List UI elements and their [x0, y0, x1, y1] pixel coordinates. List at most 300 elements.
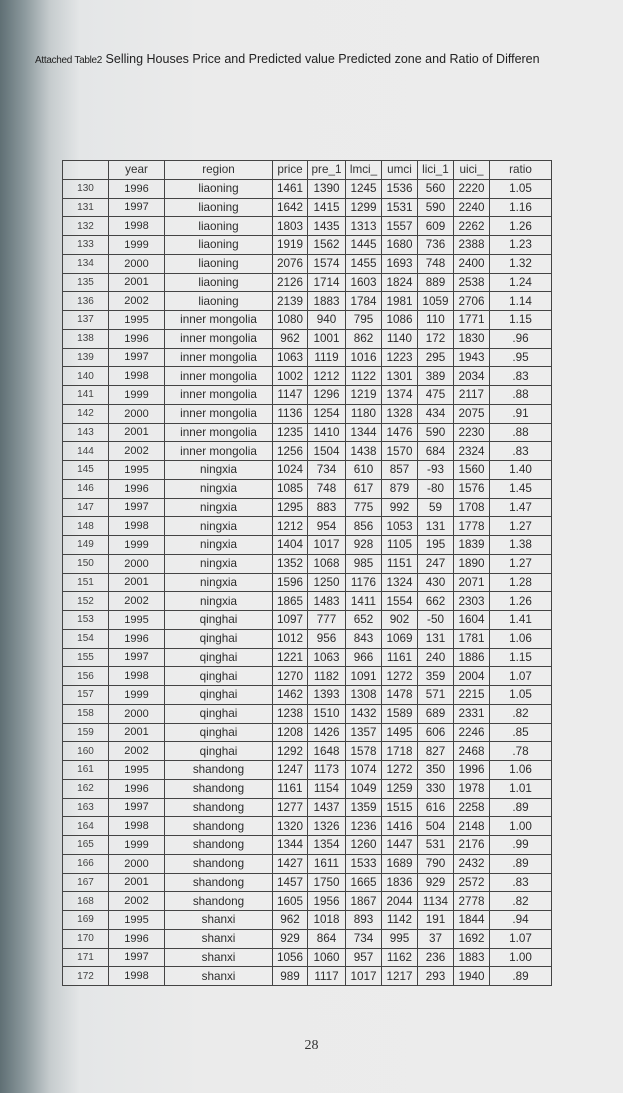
lici-1-cell: 172	[418, 329, 454, 348]
year-cell: 1999	[109, 686, 165, 705]
umci-cell: 1557	[382, 217, 418, 236]
lmci-cell: 1219	[346, 386, 382, 405]
row-index: 141	[63, 386, 109, 405]
table-row	[63, 854, 552, 873]
lici-1-cell: 389	[418, 367, 454, 386]
pre-1-cell: 1182	[308, 667, 346, 686]
lici-1-cell: 110	[418, 311, 454, 330]
uici-cell: 1692	[454, 929, 490, 948]
uici-cell: 2778	[454, 892, 490, 911]
price-cell: 929	[273, 929, 308, 948]
price-cell: 989	[273, 967, 308, 986]
table-row	[63, 742, 552, 761]
lmci-cell: 652	[346, 611, 382, 630]
year-cell: 2002	[109, 592, 165, 611]
table-row	[63, 948, 552, 967]
lici-1-cell: 684	[418, 442, 454, 461]
price-cell: 1605	[273, 892, 308, 911]
pre-1-cell: 1296	[308, 386, 346, 405]
lici-1-cell: -80	[418, 479, 454, 498]
pre-1-cell: 1883	[308, 292, 346, 311]
price-cell: 962	[273, 911, 308, 930]
price-cell: 1147	[273, 386, 308, 405]
lmci-cell: 1074	[346, 761, 382, 780]
year-cell: 1997	[109, 348, 165, 367]
year-cell: 1998	[109, 367, 165, 386]
row-index: 136	[63, 292, 109, 311]
lmci-cell: 734	[346, 929, 382, 948]
lici-1-cell: 295	[418, 348, 454, 367]
uici-cell: 2538	[454, 273, 490, 292]
table-row	[63, 592, 552, 611]
row-index: 146	[63, 479, 109, 498]
umci-cell: 2044	[382, 892, 418, 911]
lici-1-cell: 609	[418, 217, 454, 236]
pre-1-cell: 940	[308, 311, 346, 330]
umci-cell: 1536	[382, 179, 418, 198]
uici-cell: 2176	[454, 836, 490, 855]
region-cell: shandong	[165, 817, 273, 836]
lici-1-cell: 560	[418, 179, 454, 198]
pre-1-cell: 883	[308, 498, 346, 517]
lici-1-cell: -50	[418, 611, 454, 630]
row-index: 135	[63, 273, 109, 292]
row-index: 138	[63, 329, 109, 348]
price-cell: 1352	[273, 554, 308, 573]
year-cell: 1995	[109, 611, 165, 630]
pre-1-cell: 1068	[308, 554, 346, 573]
ratio-cell: 1.06	[490, 761, 552, 780]
pre-1-cell: 777	[308, 611, 346, 630]
ratio-cell: .78	[490, 742, 552, 761]
umci-cell: 1981	[382, 292, 418, 311]
lmci-cell: 1344	[346, 423, 382, 442]
uici-cell: 1883	[454, 948, 490, 967]
uici-cell: 1943	[454, 348, 490, 367]
pre-1-cell: 1060	[308, 948, 346, 967]
region-cell: ningxia	[165, 479, 273, 498]
ratio-cell: .83	[490, 442, 552, 461]
lici-1-cell: 195	[418, 536, 454, 555]
pre-1-cell: 1410	[308, 423, 346, 442]
row-index: 132	[63, 217, 109, 236]
year-cell: 1996	[109, 479, 165, 498]
pre-1-cell: 1435	[308, 217, 346, 236]
region-cell: shandong	[165, 798, 273, 817]
row-index: 153	[63, 611, 109, 630]
lici-1-cell: 571	[418, 686, 454, 705]
uici-cell: 1940	[454, 967, 490, 986]
year-cell: 1995	[109, 761, 165, 780]
ratio-cell: .91	[490, 404, 552, 423]
price-cell: 1404	[273, 536, 308, 555]
pre-1-cell: 1173	[308, 761, 346, 780]
ratio-cell: 1.27	[490, 517, 552, 536]
lmci-cell: 1603	[346, 273, 382, 292]
ratio-cell: .89	[490, 854, 552, 873]
lici-1-cell: 350	[418, 761, 454, 780]
table-row	[63, 517, 552, 536]
lici-1-cell: 293	[418, 967, 454, 986]
pre-1-cell: 1326	[308, 817, 346, 836]
pre-1-cell: 1250	[308, 573, 346, 592]
umci-cell: 1495	[382, 723, 418, 742]
pre-1-cell: 1714	[308, 273, 346, 292]
region-cell: qinghai	[165, 648, 273, 667]
year-cell: 1997	[109, 648, 165, 667]
year-cell: 1996	[109, 629, 165, 648]
pre-1-cell: 864	[308, 929, 346, 948]
umci-cell: 1151	[382, 554, 418, 573]
region-cell: inner mongolia	[165, 386, 273, 405]
row-index: 170	[63, 929, 109, 948]
lici-1-cell: 590	[418, 198, 454, 217]
price-cell: 1256	[273, 442, 308, 461]
ratio-cell: 1.26	[490, 217, 552, 236]
ratio-cell: .88	[490, 386, 552, 405]
table-row	[63, 292, 552, 311]
lici-1-cell: 736	[418, 236, 454, 255]
lici-1-cell: 748	[418, 254, 454, 273]
ratio-cell: .82	[490, 704, 552, 723]
year-cell: 1998	[109, 817, 165, 836]
table-row	[63, 929, 552, 948]
column-header: lmci_	[346, 161, 382, 180]
lmci-cell: 610	[346, 461, 382, 480]
ratio-cell: .99	[490, 836, 552, 855]
year-cell: 1998	[109, 517, 165, 536]
table-row	[63, 329, 552, 348]
column-header: year	[109, 161, 165, 180]
price-cell: 1056	[273, 948, 308, 967]
uici-cell: 2220	[454, 179, 490, 198]
column-header: region	[165, 161, 273, 180]
row-index: 150	[63, 554, 109, 573]
pre-1-cell: 1648	[308, 742, 346, 761]
lici-1-cell: 889	[418, 273, 454, 292]
table-row	[63, 198, 552, 217]
table-row	[63, 723, 552, 742]
pre-1-cell: 1750	[308, 873, 346, 892]
pre-1-cell: 1001	[308, 329, 346, 348]
umci-cell: 879	[382, 479, 418, 498]
table-row	[63, 611, 552, 630]
region-cell: shanxi	[165, 948, 273, 967]
row-index: 154	[63, 629, 109, 648]
price-cell: 1344	[273, 836, 308, 855]
table-header-row	[63, 161, 552, 180]
region-cell: liaoning	[165, 198, 273, 217]
table-row	[63, 461, 552, 480]
table-row	[63, 704, 552, 723]
ratio-cell: 1.41	[490, 611, 552, 630]
uici-cell: 2246	[454, 723, 490, 742]
lmci-cell: 1867	[346, 892, 382, 911]
row-index: 159	[63, 723, 109, 742]
pre-1-cell: 1574	[308, 254, 346, 273]
lici-1-cell: 131	[418, 629, 454, 648]
pre-1-cell: 1393	[308, 686, 346, 705]
lmci-cell: 1357	[346, 723, 382, 742]
uici-cell: 2215	[454, 686, 490, 705]
lici-1-cell: 37	[418, 929, 454, 948]
year-cell: 1996	[109, 329, 165, 348]
ratio-cell: .82	[490, 892, 552, 911]
region-cell: inner mongolia	[165, 423, 273, 442]
uici-cell: 1978	[454, 779, 490, 798]
price-cell: 1461	[273, 179, 308, 198]
region-cell: qinghai	[165, 704, 273, 723]
year-cell: 1995	[109, 461, 165, 480]
pre-1-cell: 1437	[308, 798, 346, 817]
lmci-cell: 893	[346, 911, 382, 930]
region-cell: qinghai	[165, 629, 273, 648]
umci-cell: 857	[382, 461, 418, 480]
pre-1-cell: 1483	[308, 592, 346, 611]
uici-cell: 1778	[454, 517, 490, 536]
region-cell: shandong	[165, 779, 273, 798]
lici-1-cell: 1059	[418, 292, 454, 311]
lici-1-cell: 359	[418, 667, 454, 686]
uici-cell: 2240	[454, 198, 490, 217]
pre-1-cell: 1354	[308, 836, 346, 855]
year-cell: 1996	[109, 929, 165, 948]
pre-1-cell: 1390	[308, 179, 346, 198]
row-index: 160	[63, 742, 109, 761]
lici-1-cell: 531	[418, 836, 454, 855]
uici-cell: 1560	[454, 461, 490, 480]
year-cell: 1999	[109, 536, 165, 555]
lici-1-cell: 240	[418, 648, 454, 667]
year-cell: 2000	[109, 554, 165, 573]
row-index: 172	[63, 967, 109, 986]
region-cell: liaoning	[165, 273, 273, 292]
uici-cell: 2572	[454, 873, 490, 892]
lmci-cell: 1017	[346, 967, 382, 986]
lici-1-cell: 475	[418, 386, 454, 405]
table-row	[63, 892, 552, 911]
ratio-cell: 1.15	[490, 648, 552, 667]
table-row	[63, 442, 552, 461]
umci-cell: 1476	[382, 423, 418, 442]
region-cell: qinghai	[165, 686, 273, 705]
umci-cell: 1515	[382, 798, 418, 817]
region-cell: qinghai	[165, 611, 273, 630]
ratio-cell: 1.38	[490, 536, 552, 555]
price-cell: 1136	[273, 404, 308, 423]
region-cell: ningxia	[165, 536, 273, 555]
year-cell: 2000	[109, 404, 165, 423]
year-cell: 2001	[109, 873, 165, 892]
table-row	[63, 648, 552, 667]
price-cell: 1085	[273, 479, 308, 498]
pre-1-cell: 1018	[308, 911, 346, 930]
table-row	[63, 179, 552, 198]
lmci-cell: 1049	[346, 779, 382, 798]
uici-cell: 1996	[454, 761, 490, 780]
lici-1-cell: 827	[418, 742, 454, 761]
region-cell: ningxia	[165, 517, 273, 536]
uici-cell: 2303	[454, 592, 490, 611]
table-row	[63, 273, 552, 292]
price-cell: 1247	[273, 761, 308, 780]
pre-1-cell: 1415	[308, 198, 346, 217]
region-cell: ningxia	[165, 498, 273, 517]
row-index: 169	[63, 911, 109, 930]
lmci-cell: 985	[346, 554, 382, 573]
region-cell: shandong	[165, 854, 273, 873]
table-row	[63, 629, 552, 648]
lmci-cell: 1122	[346, 367, 382, 386]
lmci-cell: 1313	[346, 217, 382, 236]
table-row	[63, 967, 552, 986]
ratio-cell: 1.26	[490, 592, 552, 611]
region-cell: shanxi	[165, 929, 273, 948]
column-header: ratio	[490, 161, 552, 180]
column-header: lici_1	[418, 161, 454, 180]
uici-cell: 2706	[454, 292, 490, 311]
row-index: 171	[63, 948, 109, 967]
lmci-cell: 1359	[346, 798, 382, 817]
row-index: 163	[63, 798, 109, 817]
price-cell: 1596	[273, 573, 308, 592]
row-index: 167	[63, 873, 109, 892]
lmci-cell: 957	[346, 948, 382, 967]
table-row	[63, 348, 552, 367]
umci-cell: 1259	[382, 779, 418, 798]
price-cell: 1012	[273, 629, 308, 648]
lmci-cell: 843	[346, 629, 382, 648]
pre-1-cell: 1154	[308, 779, 346, 798]
row-index: 149	[63, 536, 109, 555]
price-cell: 1457	[273, 873, 308, 892]
lmci-cell: 1578	[346, 742, 382, 761]
pre-1-cell: 956	[308, 629, 346, 648]
uici-cell: 2117	[454, 386, 490, 405]
region-cell: ningxia	[165, 592, 273, 611]
lici-1-cell: 606	[418, 723, 454, 742]
uici-cell: 1886	[454, 648, 490, 667]
umci-cell: 1447	[382, 836, 418, 855]
uici-cell: 1890	[454, 554, 490, 573]
lici-1-cell: 131	[418, 517, 454, 536]
region-cell: ningxia	[165, 573, 273, 592]
price-cell: 1212	[273, 517, 308, 536]
year-cell: 2001	[109, 273, 165, 292]
uici-cell: 2388	[454, 236, 490, 255]
price-cell: 1238	[273, 704, 308, 723]
region-cell: inner mongolia	[165, 404, 273, 423]
umci-cell: 1416	[382, 817, 418, 836]
umci-cell: 902	[382, 611, 418, 630]
year-cell: 1996	[109, 779, 165, 798]
price-cell: 1221	[273, 648, 308, 667]
lici-1-cell: -93	[418, 461, 454, 480]
pre-1-cell: 1119	[308, 348, 346, 367]
column-header: umci	[382, 161, 418, 180]
lmci-cell: 1411	[346, 592, 382, 611]
year-cell: 2002	[109, 442, 165, 461]
table-body	[63, 179, 552, 985]
price-cell: 1320	[273, 817, 308, 836]
ratio-cell: 1.27	[490, 554, 552, 573]
uici-cell: 2148	[454, 817, 490, 836]
uici-cell: 1771	[454, 311, 490, 330]
region-cell: inner mongolia	[165, 442, 273, 461]
umci-cell: 1824	[382, 273, 418, 292]
region-cell: inner mongolia	[165, 329, 273, 348]
uici-cell: 2075	[454, 404, 490, 423]
year-cell: 2000	[109, 704, 165, 723]
price-cell: 2076	[273, 254, 308, 273]
year-cell: 2002	[109, 292, 165, 311]
pre-1-cell: 1212	[308, 367, 346, 386]
pre-1-cell: 734	[308, 461, 346, 480]
table-row	[63, 236, 552, 255]
ratio-cell: 1.28	[490, 573, 552, 592]
row-index: 147	[63, 498, 109, 517]
price-cell: 1642	[273, 198, 308, 217]
umci-cell: 1554	[382, 592, 418, 611]
data-table	[62, 160, 552, 986]
region-cell: inner mongolia	[165, 367, 273, 386]
lici-1-cell: 504	[418, 817, 454, 836]
table-row	[63, 217, 552, 236]
row-index: 156	[63, 667, 109, 686]
ratio-cell: .85	[490, 723, 552, 742]
row-index: 130	[63, 179, 109, 198]
row-index: 161	[63, 761, 109, 780]
lici-1-cell: 434	[418, 404, 454, 423]
lmci-cell: 856	[346, 517, 382, 536]
table-row	[63, 498, 552, 517]
price-cell: 1462	[273, 686, 308, 705]
pre-1-cell: 1611	[308, 854, 346, 873]
ratio-cell: .95	[490, 348, 552, 367]
region-cell: liaoning	[165, 292, 273, 311]
year-cell: 2000	[109, 254, 165, 273]
ratio-cell: .96	[490, 329, 552, 348]
pre-1-cell: 1426	[308, 723, 346, 742]
pre-1-cell: 1510	[308, 704, 346, 723]
uici-cell: 2468	[454, 742, 490, 761]
region-cell: liaoning	[165, 254, 273, 273]
lmci-cell: 795	[346, 311, 382, 330]
ratio-cell: 1.00	[490, 948, 552, 967]
column-header: price	[273, 161, 308, 180]
lmci-cell: 1180	[346, 404, 382, 423]
umci-cell: 995	[382, 929, 418, 948]
ratio-cell: 1.45	[490, 479, 552, 498]
pre-1-cell: 1063	[308, 648, 346, 667]
lmci-cell: 1784	[346, 292, 382, 311]
umci-cell: 1105	[382, 536, 418, 555]
year-cell: 2002	[109, 892, 165, 911]
price-cell: 2126	[273, 273, 308, 292]
price-cell: 2139	[273, 292, 308, 311]
region-cell: shandong	[165, 873, 273, 892]
lici-1-cell: 236	[418, 948, 454, 967]
row-index: 131	[63, 198, 109, 217]
ratio-cell: 1.40	[490, 461, 552, 480]
row-index: 166	[63, 854, 109, 873]
umci-cell: 1069	[382, 629, 418, 648]
umci-cell: 992	[382, 498, 418, 517]
table-row	[63, 667, 552, 686]
row-index: 142	[63, 404, 109, 423]
umci-cell: 1162	[382, 948, 418, 967]
pre-1-cell: 954	[308, 517, 346, 536]
